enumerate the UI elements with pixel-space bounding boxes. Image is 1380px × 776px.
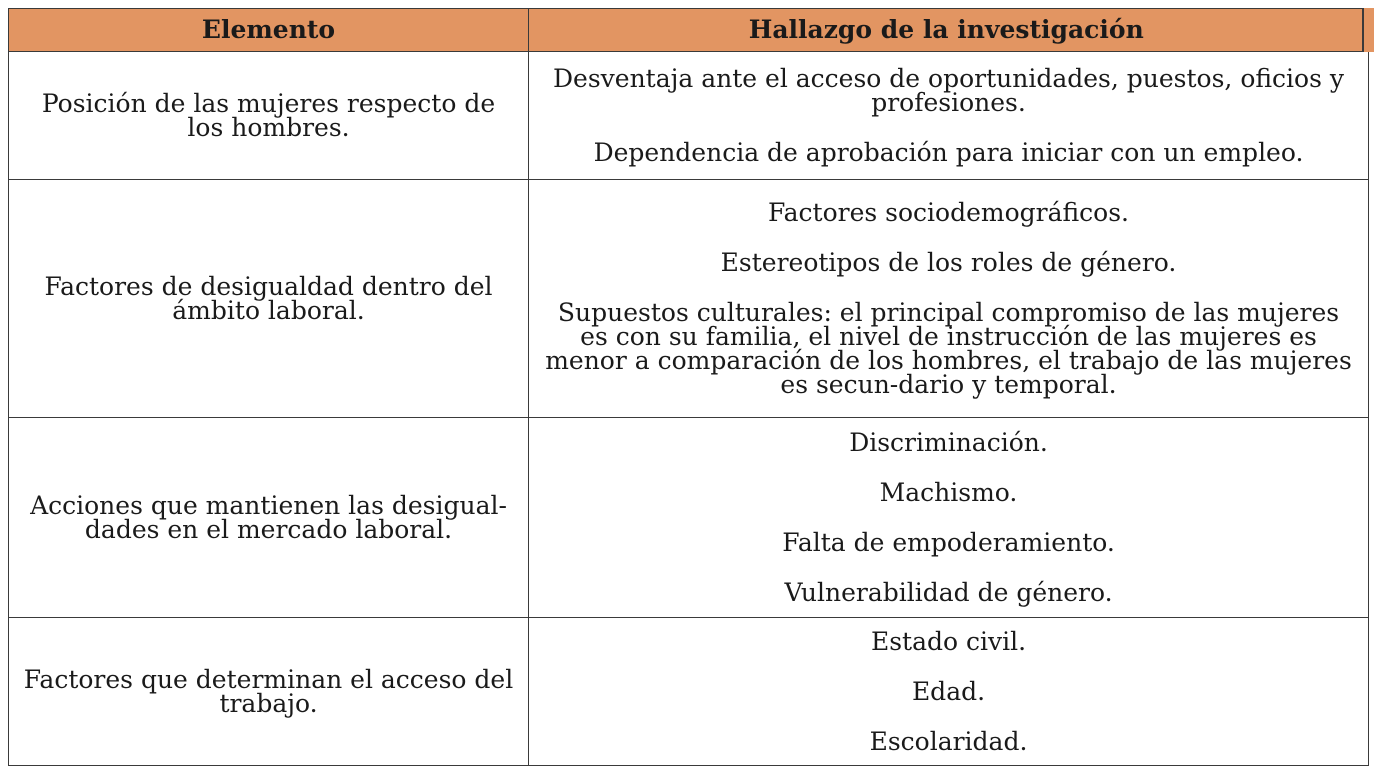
finding-cell [529, 418, 1369, 618]
finding-item: Dependencia de aprobación para iniciar con un empleo. [593, 137, 1304, 167]
finding-item: Supuestos culturales: el principal compromiso de las mujeres es con su familia, el nivel de instrucción de las mujeres es menor a comparación de los hombres, el trabajo de las mujeres es secun-dario y temporal. [545, 297, 1352, 399]
finding-cell [529, 180, 1369, 418]
finding-item: Falta de empoderamiento. [782, 527, 1115, 557]
finding-cell [529, 52, 1369, 180]
table-row [9, 618, 1369, 766]
element-cell: Acciones que mantienen las desigual-dades en el mercado laboral. [9, 418, 529, 618]
finding-item: Discriminación. [849, 427, 1048, 457]
table-row [9, 180, 1369, 418]
table-header-row [9, 9, 1369, 52]
finding-item: Factores sociodemográficos. [767, 197, 1130, 227]
finding-item: Machismo. [879, 477, 1018, 507]
element-cell: Factores de desigualdad dentro del ámbito laboral. [9, 180, 529, 418]
finding-item: Estereotipos de los roles de género. [720, 247, 1177, 277]
element-cell: Posición de las mujeres respecto de los hombres. [9, 52, 529, 180]
element-cell: Factores que determinan el acceso del trabajo. [9, 618, 529, 766]
column-header-element: Elemento [9, 9, 529, 52]
finding-item: Vulnerabilidad de género. [784, 577, 1113, 607]
finding-item: Estado civil. [870, 626, 1027, 656]
finding-item: Desventaja ante el acceso de oportunidades, puestos, oficios y profesiones. [552, 63, 1344, 117]
findings-table [8, 8, 1374, 766]
column-header-finding: Hallazgo de la investigación [529, 9, 1369, 52]
finding-item: Edad. [911, 676, 986, 706]
table-row [9, 52, 1369, 180]
finding-item: Escolaridad. [869, 726, 1028, 756]
finding-cell [529, 618, 1369, 766]
table-row [9, 418, 1369, 618]
